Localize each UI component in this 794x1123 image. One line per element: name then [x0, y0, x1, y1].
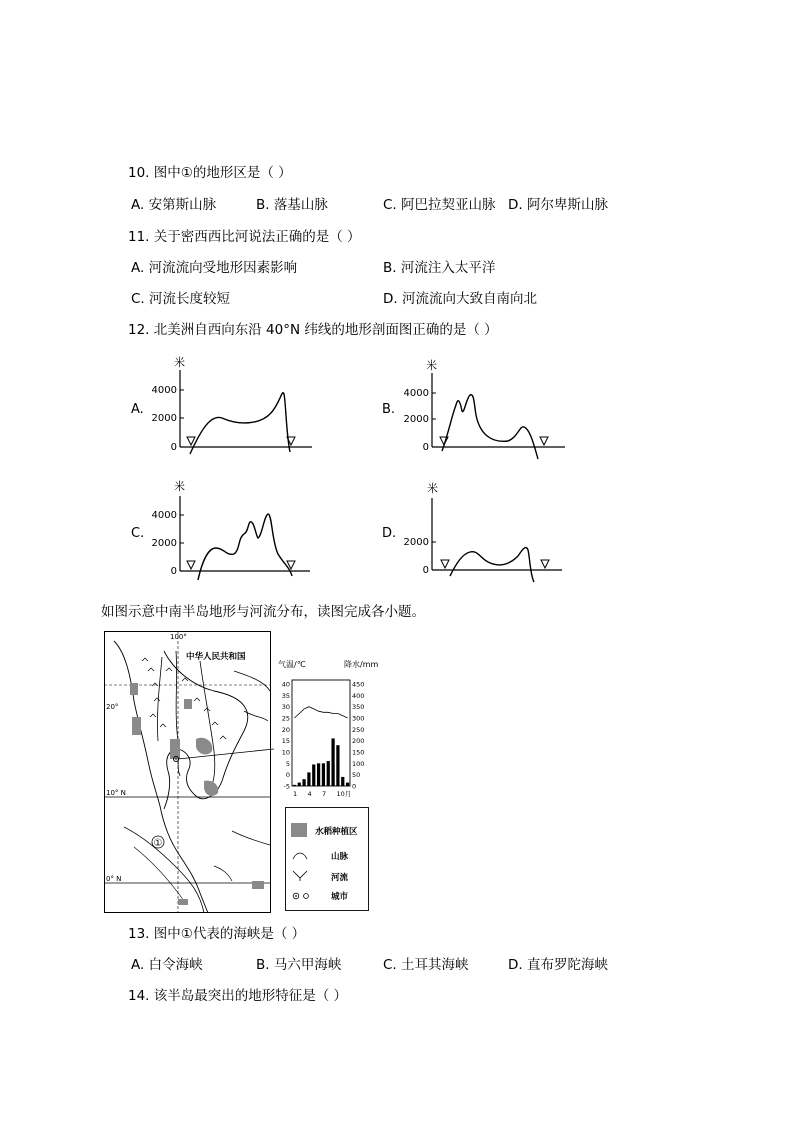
- profile-d-sea-marker-east: [541, 560, 549, 568]
- q11-stem: 11. 关于密西西比河说法正确的是（ ）: [128, 229, 361, 245]
- map-lat-20: 20°: [106, 703, 119, 711]
- profile-b-tick-0: 0: [422, 442, 429, 453]
- temp-tick-label: 15: [281, 737, 290, 746]
- precip-tick-label: 350: [352, 703, 365, 712]
- profile-a-tick-4000: 4000: [151, 385, 177, 396]
- temp-tick-label: 40: [281, 680, 290, 689]
- profile-d-unit: 米: [427, 482, 438, 495]
- climate-plot-frame: [292, 680, 350, 786]
- profile-c-tick-2000: 2000: [151, 538, 177, 549]
- precip-bar: [322, 763, 325, 786]
- intro-text: 如图示意中南半岛地形与河流分布，读图完成各小题。: [101, 604, 425, 620]
- profile-b-sea-marker-east: [540, 437, 548, 445]
- temp-tick-label: 0: [285, 771, 290, 780]
- legend-mountain-label: 山脉: [331, 852, 349, 862]
- legend-rice-label: 水稻种植区: [315, 827, 358, 837]
- profile-a-tick-2000: 2000: [151, 413, 177, 424]
- profile-d-line: [450, 548, 534, 582]
- q10-stem: 10. 图中①的地形区是（ ）: [128, 165, 292, 181]
- temp-tick-label: 30: [281, 703, 290, 712]
- profile-d-tick-0: 0: [422, 565, 429, 576]
- indochina-map: [104, 631, 274, 913]
- q13-option-a: A. 白令海峡: [131, 957, 203, 973]
- profile-c-label: C.: [131, 526, 145, 541]
- profile-a-unit: 米: [174, 356, 185, 369]
- profile-d-tick-2000: 2000: [403, 537, 429, 548]
- precip-bar: [327, 761, 330, 786]
- precip-tick-label: 100: [352, 759, 365, 768]
- q11-option-d: D. 河流流向大致自南向北: [383, 291, 537, 307]
- map-rice-area-1: [130, 683, 138, 695]
- profile-c-tick-0: 0: [170, 566, 177, 577]
- temp-tick-label: 20: [281, 725, 290, 734]
- precip-bar: [331, 738, 334, 786]
- profile-c-unit: 米: [174, 480, 185, 493]
- precip-tick-label: 300: [352, 714, 365, 723]
- legend-frame: [286, 808, 369, 911]
- map-rice-area-2: [132, 717, 141, 735]
- q13-stem: 13. 图中①代表的海峡是（ ）: [128, 926, 306, 942]
- q11-option-a: A. 河流流向受地形因素影响: [131, 260, 298, 276]
- profile-d-chart: [400, 478, 570, 588]
- q10-option-c: C. 阿巴拉契亚山脉: [383, 197, 496, 213]
- month-label: 10月: [336, 790, 352, 798]
- temp-tick-label: 10: [281, 748, 290, 757]
- profile-a-sea-marker-west: [187, 437, 195, 445]
- profile-b-line: [442, 395, 538, 459]
- q11-option-b: B. 河流注入太平洋: [383, 260, 496, 276]
- profile-b-chart: [400, 355, 570, 465]
- profile-a-chart: [150, 352, 320, 462]
- precip-bar: [336, 745, 339, 786]
- precip-axis-title: 降水/mm: [344, 660, 379, 669]
- profile-c-chart: [150, 476, 320, 586]
- month-labels: [293, 790, 351, 798]
- profile-c-line: [198, 514, 292, 580]
- map-lon-label: 100°: [170, 633, 187, 641]
- precip-tick-label: 250: [352, 725, 365, 734]
- temp-tick-label: 25: [281, 714, 290, 723]
- profile-a-label: A.: [131, 402, 144, 417]
- temp-axis-title: 气温/℃: [278, 660, 306, 669]
- map-lat-10: 10° N: [106, 789, 126, 797]
- q10-option-b: B. 落基山脉: [256, 197, 328, 213]
- profile-a-line: [190, 393, 290, 454]
- profile-d-label: D.: [382, 526, 397, 541]
- precip-tick-label: 450: [352, 680, 365, 689]
- q13-option-b: B. 马六甲海峡: [256, 957, 342, 973]
- precip-bar: [302, 779, 305, 786]
- q13-option-d: D. 直布罗陀海峡: [508, 957, 608, 973]
- map-strait-marker: ①: [153, 838, 163, 849]
- legend-rice-swatch: [291, 823, 307, 837]
- precip-tick-label: 0: [352, 782, 357, 791]
- temp-tick-label: 5: [285, 759, 290, 768]
- map-legend: [285, 807, 371, 913]
- profile-b-unit: 米: [426, 359, 437, 372]
- map-country-label: 中华人民共和国: [186, 652, 246, 662]
- q14-stem: 14. 该半岛最突出的地形特征是（ ）: [128, 988, 348, 1004]
- precip-bar: [307, 772, 310, 786]
- precip-tick-label: 50: [352, 771, 361, 780]
- month-label: 4: [307, 790, 312, 798]
- temp-line: [294, 707, 347, 718]
- climate-chart: [274, 656, 384, 804]
- map-lat-0: 0° N: [106, 875, 122, 883]
- month-label: 1: [293, 790, 298, 798]
- profile-b-tick-2000: 2000: [403, 414, 429, 425]
- precip-bar: [341, 777, 344, 786]
- profile-c-tick-4000: 4000: [151, 510, 177, 521]
- precip-tick-label: 200: [352, 737, 365, 746]
- q13-option-c: C. 土耳其海峡: [383, 957, 469, 973]
- q10-option-a: A. 安第斯山脉: [131, 197, 217, 213]
- profile-d-sea-marker-west: [441, 560, 449, 568]
- temp-tick-label: -5: [283, 782, 290, 791]
- q10-option-d: D. 阿尔卑斯山脉: [508, 197, 608, 213]
- profile-a-tick-0: 0: [170, 442, 177, 453]
- precip-bar: [298, 783, 301, 786]
- legend-city-label: 城市: [331, 892, 349, 902]
- legend-river-label: 河流: [331, 873, 349, 883]
- precip-tick-label: 400: [352, 691, 365, 700]
- profile-c-sea-marker-west: [187, 561, 195, 569]
- precip-bar: [293, 785, 296, 786]
- precip-bar: [346, 783, 349, 786]
- precip-bar: [312, 764, 315, 786]
- precip-bars: [293, 738, 349, 786]
- precip-tick-label: 150: [352, 748, 365, 757]
- temp-tick-label: 35: [281, 691, 290, 700]
- profile-b-label: B.: [382, 402, 396, 417]
- q12-stem: 12. 北美洲自西向东沿 40°N 纬线的地形剖面图正确的是（ ）: [128, 322, 498, 338]
- precip-bar: [317, 763, 320, 786]
- month-label: 7: [322, 790, 327, 798]
- profile-b-tick-4000: 4000: [403, 388, 429, 399]
- q11-option-c: C. 河流长度较短: [131, 291, 231, 307]
- map-rice-area-3: [170, 739, 180, 759]
